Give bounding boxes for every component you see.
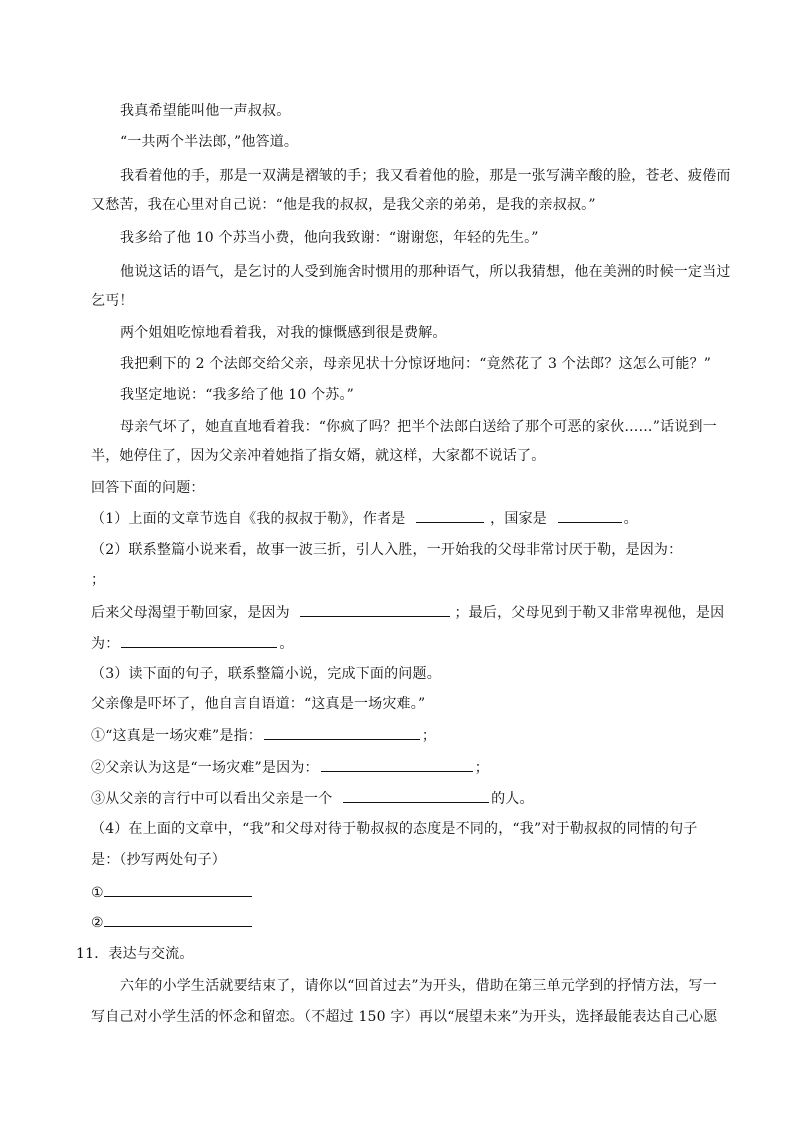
passage-paragraph-continued: 乞丐！ <box>91 293 134 309</box>
question-11-prompt-continued: 写自己对小学生活的怀念和留恋。（不超过 150 字）再以“展望未来”为开头，选择最能表达自己心愿 <box>91 1009 718 1025</box>
question-2-line <box>91 633 294 654</box>
question-2-text: 后来父母渴望于勒回家，是因为 <box>91 605 290 621</box>
question-3-sub-text: ①“这真是一场灾难”是指： <box>91 728 262 744</box>
question-3-line: （3）读下面的句子，联系整篇小说，完成下面的问题。 <box>91 666 441 682</box>
question-3-sub-1 <box>91 725 436 746</box>
disaster-reason-answer-blank[interactable] <box>321 757 473 772</box>
question-1-text: （1）上面的文章节选自《我的叔叔于勒》，作者是 <box>91 511 406 527</box>
passage-paragraph-continued: 半，她停住了，因为父亲冲着她指了指女婿，就这样，大家都不说话了。 <box>91 448 546 464</box>
author-answer-blank[interactable] <box>416 508 484 523</box>
question-4-line: （4）在上面的文章中，“我”和父母对待于勒叔叔的态度是不同的，“我”对于勒叔叔的同情的句子 <box>91 821 698 837</box>
passage-paragraph: 两个姐姐吃惊地看着我，对我的慷慨感到很是费解。 <box>120 325 447 341</box>
question-4-answer-2 <box>91 912 252 933</box>
passage-paragraph: 我多给了他 10 个苏当小费，他向我致谢：“谢谢您，年轻的先生。” <box>120 230 539 246</box>
question-2-text: 为： <box>91 636 120 652</box>
passage-paragraph: 我坚定地说：“我多给了他 10 个苏。” <box>120 387 355 403</box>
question-3-sub-2 <box>91 757 489 778</box>
question-3-sub-end: ； <box>421 728 437 744</box>
question-3-sub-3 <box>91 788 534 809</box>
sentence-1-answer-blank[interactable] <box>104 882 252 897</box>
country-answer-blank[interactable] <box>558 508 622 523</box>
answer-number: ② <box>91 915 104 931</box>
question-3-sub-text: ②父亲认为这是“一场灾难”是因为： <box>91 760 319 776</box>
passage-paragraph: 我把剩下的 2 个法郎交给父亲，母亲见状十分惊讶地问：“竟然花了 3 个法郎？这怎么可能？” <box>120 356 712 372</box>
passage-paragraph: 我看着他的手，那是一双满是褶皱的手；我又看着他的脸，那是一张写满辛酸的脸，苍老、疲倦而 <box>120 168 731 184</box>
questions-intro: 回答下面的问题： <box>91 480 205 496</box>
passage-paragraph: 我真希望能叫他一声叔叔。 <box>120 103 291 119</box>
question-3-sub-end: 的人。 <box>491 791 534 807</box>
passage-paragraph: “一共两个半法郎，”他答道。 <box>120 134 299 150</box>
question-3-sub-end: ； <box>474 760 489 776</box>
question-2-line: （2）联系整篇小说来看，故事一波三折，引人入胜，一开始我的父母非常讨厌于勒，是因为： <box>91 542 683 558</box>
question-1-end: 。 <box>623 511 638 527</box>
question-2-line <box>91 602 724 623</box>
passage-paragraph-continued: 又愁苦，我在心里对自己说：“他是我的叔叔，是我父亲的弟弟，是我的亲叔叔。” <box>91 197 596 213</box>
question-2-text: ；最后，父母见到于勒又非常卑视他，是因 <box>454 605 725 621</box>
question-2-blank-semicolon: ； <box>91 572 106 588</box>
answer-number: ① <box>91 885 104 901</box>
question-11-title: 11．表达与交流。 <box>76 946 194 962</box>
father-character-answer-blank[interactable] <box>343 788 489 803</box>
question-2-end: 。 <box>279 636 294 652</box>
question-4-answer-1 <box>91 882 252 903</box>
question-11-prompt: 六年的小学生活就要结束了，请你以“回首过去”为开头，借助在第三单元学到的抒情方法，写一 <box>120 978 717 994</box>
question-1 <box>91 508 638 529</box>
sentence-2-answer-blank[interactable] <box>104 912 252 927</box>
question-3-quote: 父亲像是吓坏了，他自言自语道：“这真是一场灾难。” <box>91 696 426 712</box>
contempt-reason-answer-blank[interactable] <box>121 633 277 648</box>
passage-paragraph: 母亲气坏了，她直直地看着我：“你疯了吗？把半个法郎白送给了那个可恶的家伙……”话说到一 <box>120 419 717 435</box>
disaster-meaning-answer-blank[interactable] <box>264 725 420 740</box>
question-1-text: ，国家是 <box>490 511 547 527</box>
return-reason-answer-blank[interactable] <box>300 602 450 617</box>
question-3-sub-text: ③从父亲的言行中可以看出父亲是一个 <box>91 791 333 807</box>
passage-paragraph: 他说这话的语气，是乞讨的人受到施舍时惯用的那种语气，所以我猜想，他在美洲的时候一定当过 <box>120 264 731 280</box>
question-4-line: 是：（抄写两处句子） <box>91 852 226 868</box>
